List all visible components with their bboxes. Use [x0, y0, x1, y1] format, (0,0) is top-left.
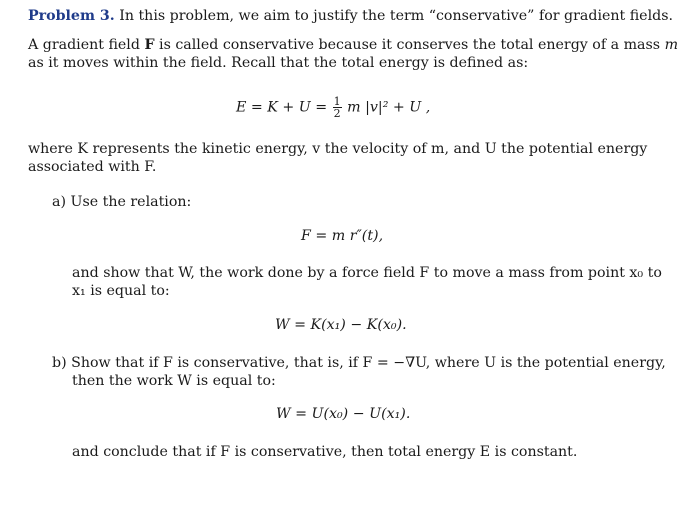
part-a-text: Use the relation: [70, 194, 192, 210]
energy-eq-lhs: E = K + U = [236, 99, 328, 116]
problem-title: Problem 3. [28, 8, 115, 24]
one-half-fraction [333, 96, 342, 119]
part-a-show-line-2: x₁ is equal to: [72, 283, 170, 299]
part-b-conclusion: and conclude that if F is conservative, then total energy E is constant. [72, 444, 578, 460]
work-kinetic-equation: W = K(x₁) − K(x₀). [275, 317, 407, 333]
problem-header [28, 7, 673, 25]
part-b-label: b) [52, 355, 67, 371]
paragraph-2-line-1: where K represents the kinetic energy, v the velocity of m, and U the potential energy [28, 141, 648, 157]
para1-text-b: is called conservative because it conserves the total energy of a mass [159, 37, 661, 53]
energy-eq-rhs: m |v|² + U , [347, 99, 431, 116]
field-F-symbol: F [144, 37, 155, 53]
part-b-text-1: Show that if F is conservative, that is, if F = −∇U, where U is the potential energy, [71, 355, 666, 371]
para1-text-a: A gradient field [28, 37, 140, 53]
fraction-numerator: 1 [333, 95, 341, 108]
part-a-header [52, 193, 191, 211]
energy-equation [236, 96, 430, 119]
paragraph-1-line-2: as it moves within the field. Recall that the total energy is defined as: [28, 55, 529, 71]
part-a-show-line-1: and show that W, the work done by a force field F to move a mass from point x₀ to [72, 265, 662, 281]
fraction-denominator: 2 [333, 107, 341, 120]
mass-m-symbol: m [664, 37, 678, 53]
relation-equation: F = m r″(t), [301, 228, 384, 244]
part-a-label: a) [52, 194, 66, 210]
part-b-line-1 [52, 354, 666, 372]
problem-intro: In this problem, we aim to justify the term “conservative” for gradient fields. [119, 8, 673, 24]
paragraph-2-line-2: associated with F. [28, 159, 157, 175]
work-potential-equation: W = U(x₀) − U(x₁). [276, 406, 411, 422]
part-b-line-2: then the work W is equal to: [72, 373, 276, 389]
paragraph-1-line-1 [28, 36, 678, 54]
